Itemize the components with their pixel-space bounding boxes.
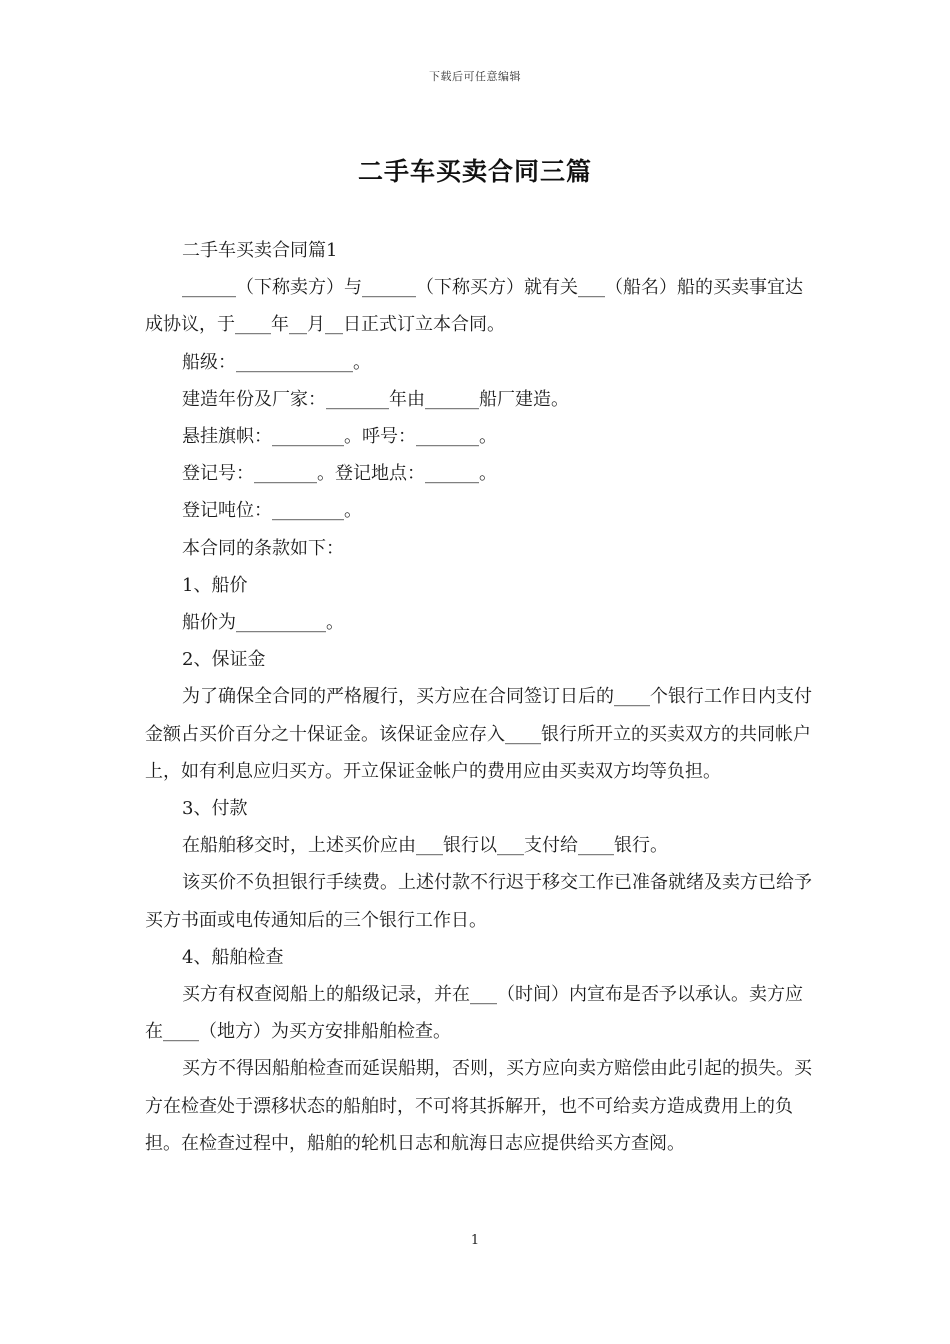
paragraph-flag-callsign: 悬挂旗帜：________。呼号：_______。: [182, 426, 497, 448]
paragraph-inspection: 买方有权查阅船上的船级记录，并在___（时间）内宣布是否予以承认。卖方应在____（地方）为买方安排船舶检查。: [145, 984, 803, 1043]
paragraph-inspection-delay: 买方不得因船舶检查而延误船期，否则，买方应向卖方赔偿由此引起的损失。买方在检查处于漂移状态的船舶时，不可将其拆解开，也不可给卖方造成费用上的负担。在检查过程中，船舶的轮机日志和航海日志应提供给买方查阅。: [145, 1058, 812, 1154]
document-title: 二手车买卖合同三篇: [357, 157, 592, 186]
paragraph-price: 船价为__________。: [182, 612, 344, 634]
paragraph-deposit: 为了确保全合同的严格履行，买方应在合同签订日后的____个银行工作日内支付金额占买价百分之十保证金。该保证金应存入____银行所开立的买卖双方的共同帐户上，如有利息应归买方。开立保证金帐户的费用应由买卖双方均等负担。: [145, 686, 812, 782]
paragraph-terms-intro: 本合同的条款如下：: [182, 537, 344, 559]
paragraph-ship-class: 船级：_____________。: [182, 351, 371, 373]
document-body: [145, 232, 817, 1162]
paragraph-tonnage: 登记吨位：________。: [182, 500, 362, 522]
paragraph-payment: 在船舶移交时，上述买价应由___银行以___支付给____银行。: [182, 835, 668, 857]
paragraph-build-year: 建造年份及厂家：_______年由______船厂建造。: [182, 388, 569, 410]
paragraph-bank-fees: 该买价不负担银行手续费。上述付款不行迟于移交工作已准备就绪及卖方已给予买方书面或电传通知后的三个银行工作日。: [145, 872, 812, 931]
page-number: 1: [470, 1233, 480, 1248]
paragraph-parties: ______（下称卖方）与______（下称买方）就有关___（船名）船的买卖事宜达成协议，于____年__月__日正式订立本合同。: [145, 277, 803, 336]
paragraph-registration: 登记号：_______。登记地点：______。: [182, 463, 497, 485]
clause-heading-inspection: 4、船舶检查: [182, 946, 284, 968]
header-note: 下载后可任意编辑: [429, 70, 521, 83]
section-heading-part-1: 二手车买卖合同篇1: [182, 240, 338, 261]
clause-heading-payment: 3、付款: [182, 798, 248, 820]
clause-heading-deposit: 2、保证金: [182, 649, 266, 671]
clause-heading-price: 1、船价: [182, 574, 248, 596]
